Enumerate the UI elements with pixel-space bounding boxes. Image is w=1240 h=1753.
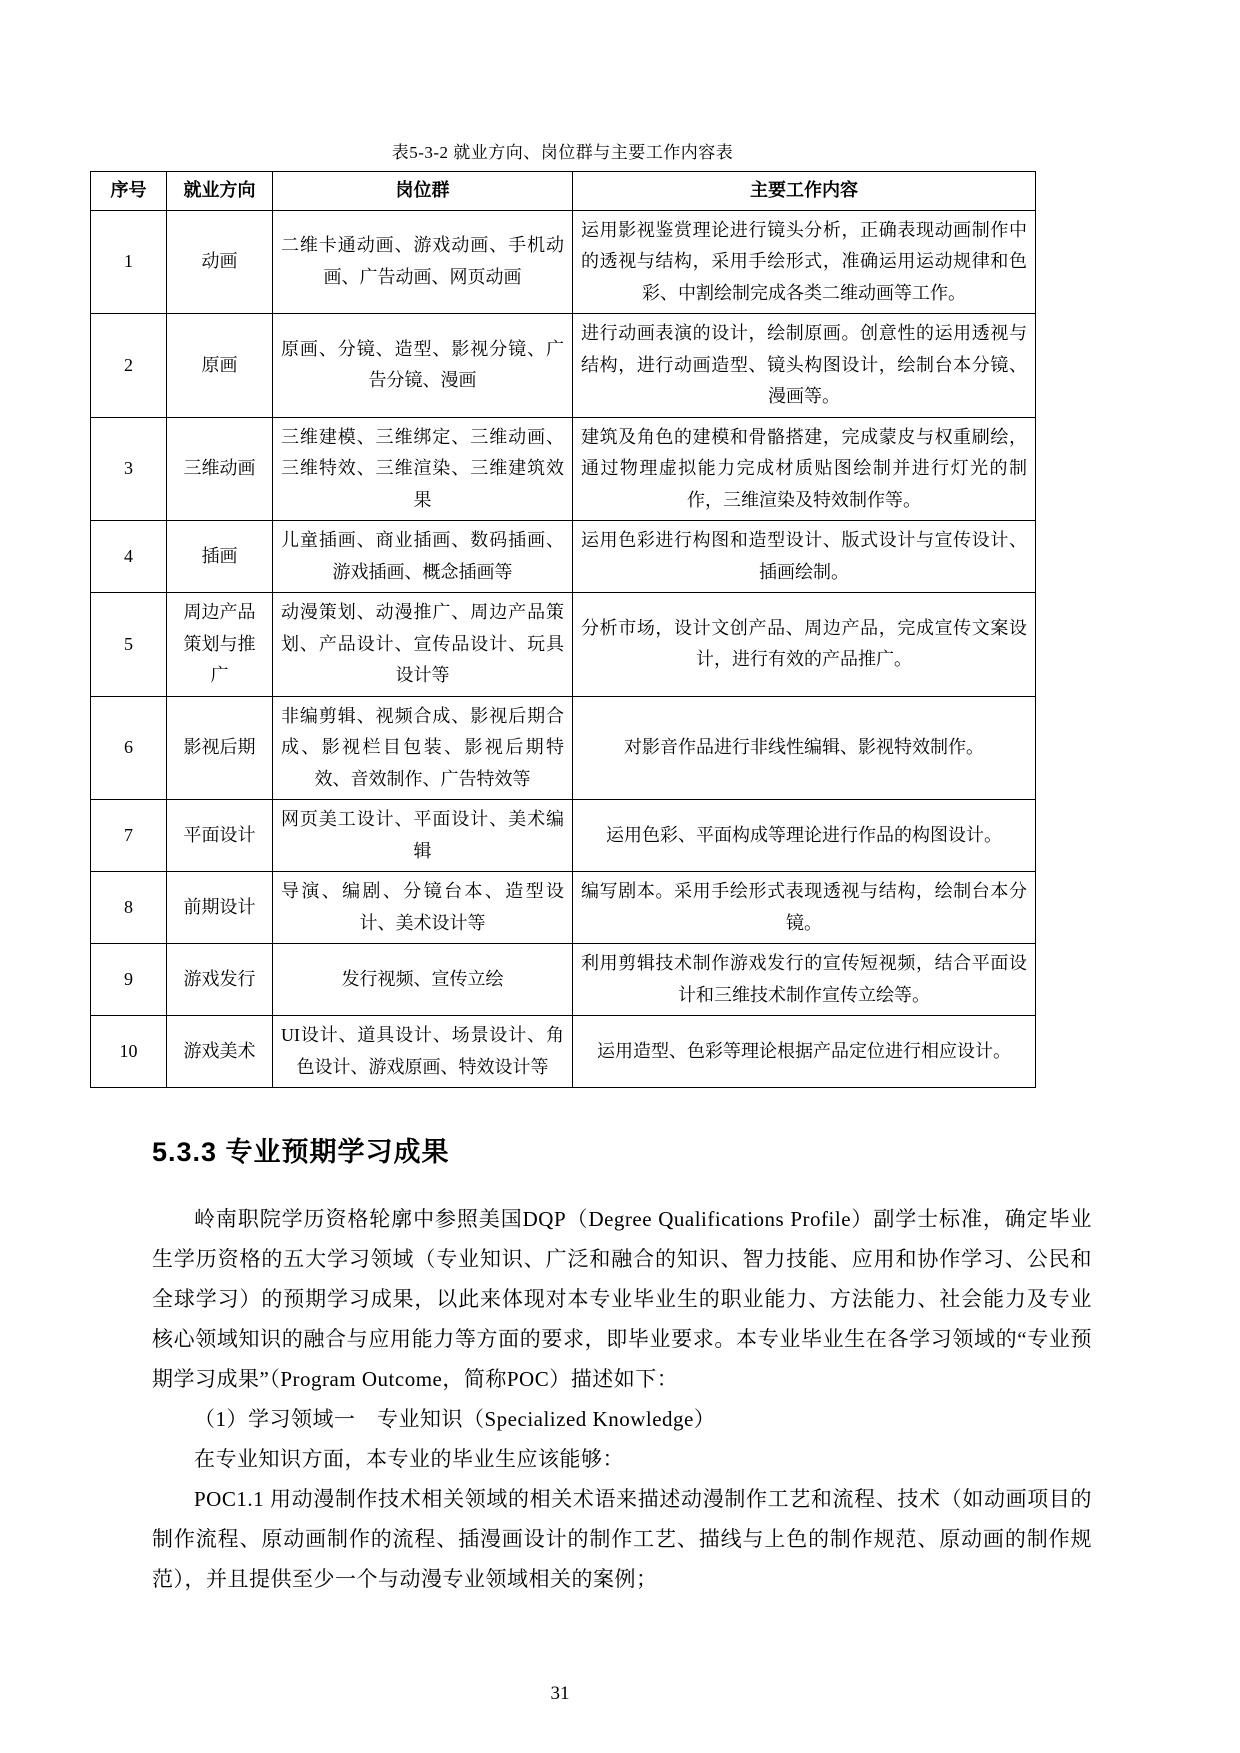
cell-content: 运用色彩、平面构成等理论进行作品的构图设计。 xyxy=(573,800,1036,872)
cell-seq: 10 xyxy=(91,1016,167,1088)
cell-posts: 儿童插画、商业插画、数码插画、游戏插画、概念插画等 xyxy=(273,521,573,593)
table-row xyxy=(91,314,1036,418)
cell-content: 运用造型、色彩等理论根据产品定位进行相应设计。 xyxy=(573,1016,1036,1088)
header-seq: 序号 xyxy=(91,172,167,211)
cell-content: 运用色彩进行构图和造型设计、版式设计与宣传设计、插画绘制。 xyxy=(573,521,1036,593)
cell-seq: 2 xyxy=(91,314,167,418)
cell-posts: 原画、分镜、造型、影视分镜、广告分镜、漫画 xyxy=(273,314,573,418)
cell-seq: 6 xyxy=(91,696,167,800)
cell-seq: 8 xyxy=(91,872,167,944)
cell-posts: 动漫策划、动漫推广、周边产品策划、产品设计、宣传品设计、玩具设计等 xyxy=(273,593,573,697)
cell-direction: 平面设计 xyxy=(167,800,273,872)
paragraph: 岭南职院学历资格轮廓中参照美国DQP（Degree Qualifications Profile）副学士标准，确定毕业生学历资格的五大学习领域（专业知识、广泛和融合的知识、智力技能、应用和协作学习、公民和全球学习）的预期学习成果，以此来体现对本专业毕业生的职业能力、方法能力、社会能力及专业核心领域知识的融合与应用能力等方面的要求，即毕业要求。本专业毕业生在各学习领域的“专业预期学习成果”（Program Outcome，简称POC）描述如下： xyxy=(152,1207,1092,1391)
table-row xyxy=(91,417,1036,521)
cell-content: 编写剧本。采用手绘形式表现透视与结构，绘制台本分镜。 xyxy=(573,872,1036,944)
cell-seq: 5 xyxy=(91,593,167,697)
cell-direction: 前期设计 xyxy=(167,872,273,944)
cell-posts: UI设计、道具设计、场景设计、角色设计、游戏原画、特效设计等 xyxy=(273,1016,573,1088)
header-content: 主要工作内容 xyxy=(573,172,1036,211)
cell-content: 分析市场，设计文创产品、周边产品，完成宣传文案设计，进行有效的产品推广。 xyxy=(573,593,1036,697)
cell-seq: 4 xyxy=(91,521,167,593)
paragraph: （1）学习领域一 专业知识（Specialized Knowledge） xyxy=(194,1407,716,1431)
cell-seq: 7 xyxy=(91,800,167,872)
table-row xyxy=(91,696,1036,800)
header-posts: 岗位群 xyxy=(273,172,573,211)
cell-posts: 发行视频、宣传立绘 xyxy=(273,944,573,1016)
cell-content: 进行动画表演的设计，绘制原画。创意性的运用透视与结构，进行动画造型、镜头构图设计，绘制台本分镜、漫画等。 xyxy=(573,314,1036,418)
page-number: 31 xyxy=(550,1683,570,1704)
cell-direction: 插画 xyxy=(167,521,273,593)
cell-content: 对影音作品进行非线性编辑、影视特效制作。 xyxy=(573,696,1036,800)
cell-posts: 网页美工设计、平面设计、美术编辑 xyxy=(273,800,573,872)
table-row xyxy=(91,944,1036,1016)
cell-posts: 二维卡通动画、游戏动画、手机动画、广告动画、网页动画 xyxy=(273,210,573,314)
cell-direction: 游戏美术 xyxy=(167,1016,273,1088)
table-caption: 表5-3-2 就业方向、岗位群与主要工作内容表 xyxy=(391,143,734,162)
cell-seq: 3 xyxy=(91,417,167,521)
cell-direction: 三维动画 xyxy=(167,417,273,521)
table-row xyxy=(91,210,1036,314)
cell-direction: 游戏发行 xyxy=(167,944,273,1016)
table-row xyxy=(91,1016,1036,1088)
cell-content: 建筑及角色的建模和骨骼搭建，完成蒙皮与权重刷绘，通过物理虚拟能力完成材质贴图绘制并进行灯光的制作，三维渲染及特效制作等。 xyxy=(573,417,1036,521)
table-row xyxy=(91,800,1036,872)
table-header-row xyxy=(91,172,1036,211)
cell-posts: 三维建模、三维绑定、三维动画、三维特效、三维渲染、三维建筑效果 xyxy=(273,417,573,521)
section-heading: 5.3.3 专业预期学习成果 xyxy=(152,1137,450,1167)
cell-direction: 周边产品策划与推广 xyxy=(167,593,273,697)
cell-content: 运用影视鉴赏理论进行镜头分析，正确表现动画制作中的透视与结构，采用手绘形式，准确运用运动规律和色彩、中割绘制完成各类二维动画等工作。 xyxy=(573,210,1036,314)
employment-table xyxy=(90,171,1036,1088)
cell-direction: 原画 xyxy=(167,314,273,418)
table-row xyxy=(91,872,1036,944)
cell-content: 利用剪辑技术制作游戏发行的宣传短视频，结合平面设计和三维技术制作宣传立绘等。 xyxy=(573,944,1036,1016)
paragraph: POC1.1 用动漫制作技术相关领域的相关术语来描述动漫制作工艺和流程、技术（如动画项目的制作流程、原动画制作的流程、插漫画设计的制作工艺、描线与上色的制作规范、原动画的制作规范），并且提供至少一个与动漫专业领域相关的案例； xyxy=(152,1487,1092,1591)
cell-direction: 动画 xyxy=(167,210,273,314)
section-body xyxy=(152,1199,1092,1599)
paragraph: 在专业知识方面，本专业的毕业生应该能够： xyxy=(194,1447,624,1471)
header-direction: 就业方向 xyxy=(167,172,273,211)
cell-seq: 1 xyxy=(91,210,167,314)
cell-direction: 影视后期 xyxy=(167,696,273,800)
cell-seq: 9 xyxy=(91,944,167,1016)
cell-posts: 导演、编剧、分镜台本、造型设计、美术设计等 xyxy=(273,872,573,944)
table-row xyxy=(91,593,1036,697)
table-row xyxy=(91,521,1036,593)
cell-posts: 非编剪辑、视频合成、影视后期合成、影视栏目包装、影视后期特效、音效制作、广告特效等 xyxy=(273,696,573,800)
